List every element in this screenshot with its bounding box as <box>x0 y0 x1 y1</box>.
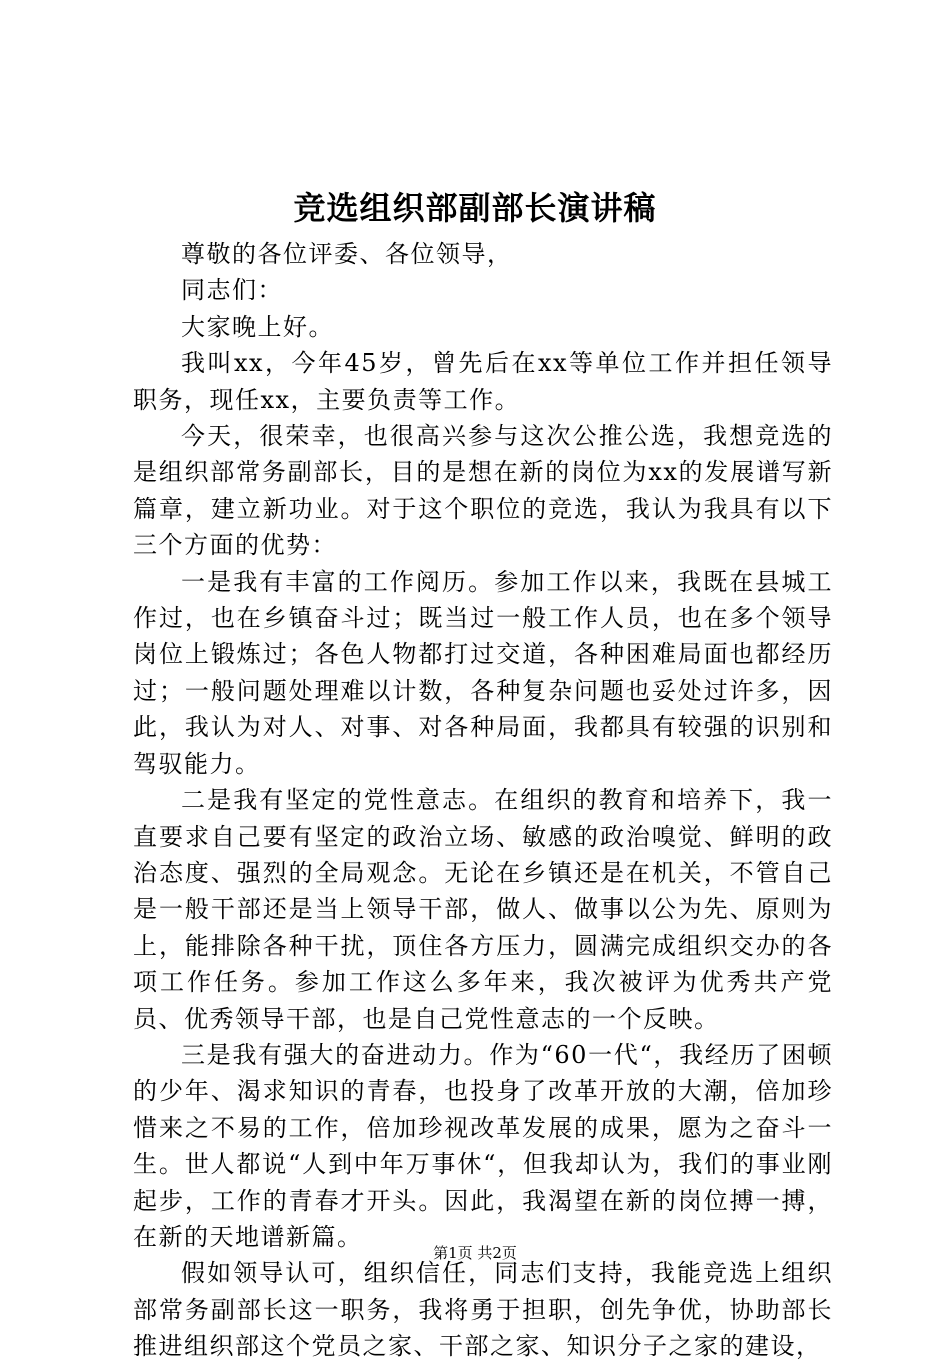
paragraph-commitment: 假如领导认可，组织信任，同志们支持，我能竞选上组织部常务副部长这一职务，我将勇于担职，创先争优，协助部长推进组织部这个党员之家、干部之家、知识分子之家的建设， <box>133 1259 833 1361</box>
document-title: 竞选组织部副部长演讲稿 <box>293 189 657 227</box>
paragraph-advantage-2: 二是我有坚定的党性意志。在组织的教育和培养下，我一直要求自己要有坚定的政治立场、敏感的政治嗅觉、鲜明的政治态度、强烈的全局观念。无论在乡镇还是在机关，不管自己是一般干部还是当上领导干部，做人、做事以公为先、原则为上，能排除各种干扰，顶住各方压力，圆满完成组织交办的各项工作任务。参加工作这么多年来，我次被评为优秀共产党员、优秀领导干部，也是自己党性意志的一个反映。 <box>133 786 833 1033</box>
paragraph-advantage-3: 三是我有强大的奋进动力。作为“60一代“，我经历了困顿的少年、渴求知识的青春，也投身了改革开放的大潮，倍加珍惜来之不易的工作，倍加珍视改革发展的成果，愿为之奋斗一生。世人都说“人到中年万事休“，但我却认为，我们的事业刚起步，工作的青春才开头。因此，我渴望在新的岗位搏一搏，在新的天地谱新篇。 <box>133 1040 833 1251</box>
paragraph-self-intro: 我叫xx，今年45岁，曾先后在xx等单位工作并担任领导职务，现任xx，主要负责等工作。 <box>133 349 833 414</box>
paragraph-purpose: 今天，很荣幸，也很高兴参与这次公推公选，我想竞选的是组织部常务副部长，目的是想在新的岗位为xx的发展谱写新篇章，建立新功业。对于这个职位的竞选，我认为我具有以下三个方面的优势： <box>133 422 833 560</box>
paragraph-salutation-1: 尊敬的各位评委、各位领导， <box>181 240 513 268</box>
document-body <box>133 236 833 1365</box>
paragraph-greeting: 大家晚上好。 <box>181 312 334 341</box>
paragraph-advantage-1: 一是我有丰富的工作阅历。参加工作以来，我既在县城工作过，也在乡镇奋斗过；既当过一般工作人员，也在多个领导岗位上锻炼过；各色人物都打过交道，各种困难局面也都经历过；一般问题处理难以计数，各种复杂问题也妥处过许多，因此，我认为对人、对事、对各种局面，我都具有较强的识别和驾驭能力。 <box>133 567 833 778</box>
paragraph-salutation-2: 同志们： <box>181 276 283 305</box>
page-number-footer: 第1页 共2页 <box>433 1244 517 1262</box>
